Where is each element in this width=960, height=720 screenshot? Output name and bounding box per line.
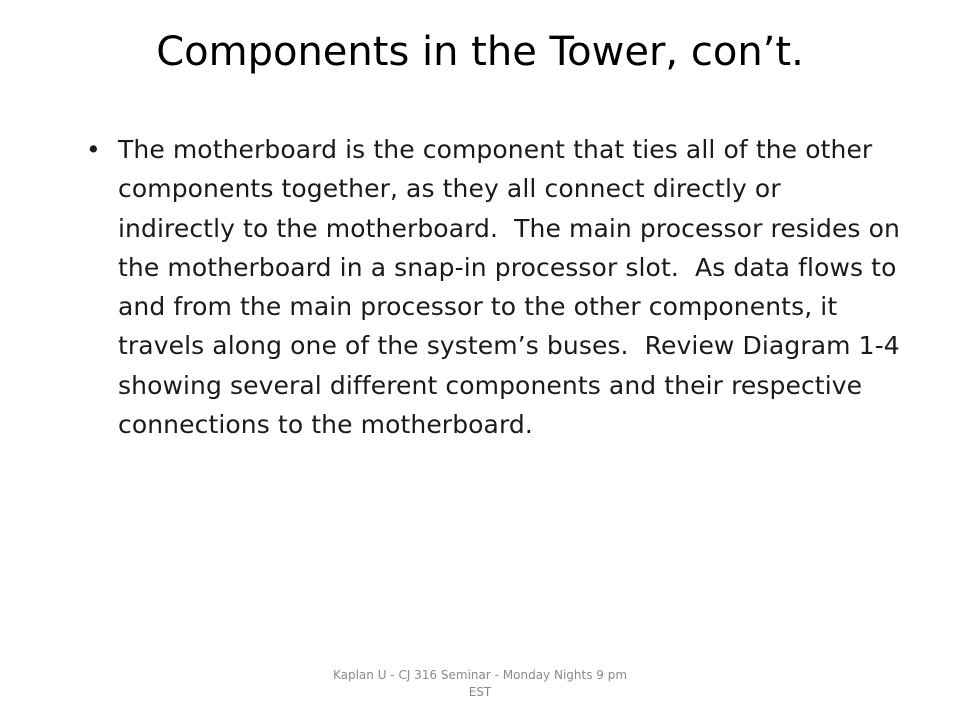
slide-footer: Kaplan U - CJ 316 Seminar - Monday Nights 9 pm EST (332, 668, 628, 699)
bullet-text: The motherboard is the component that ties all of the other components together, as they all connect directly or indirectly to the motherboard. The main processor resides on the motherboard in a snap-in processor slot. As data flows to and from the main processor to the other components, it travels along one of the system’s buses. Review Diagram 1-4 showing several different components and their respective connections to the motherboard. (118, 135, 908, 440)
bullet-list (80, 130, 908, 444)
slide-title: Components in the Tower, con’t. (156, 29, 804, 75)
bullet-item (80, 130, 908, 444)
bullet-icon: • (86, 135, 101, 164)
